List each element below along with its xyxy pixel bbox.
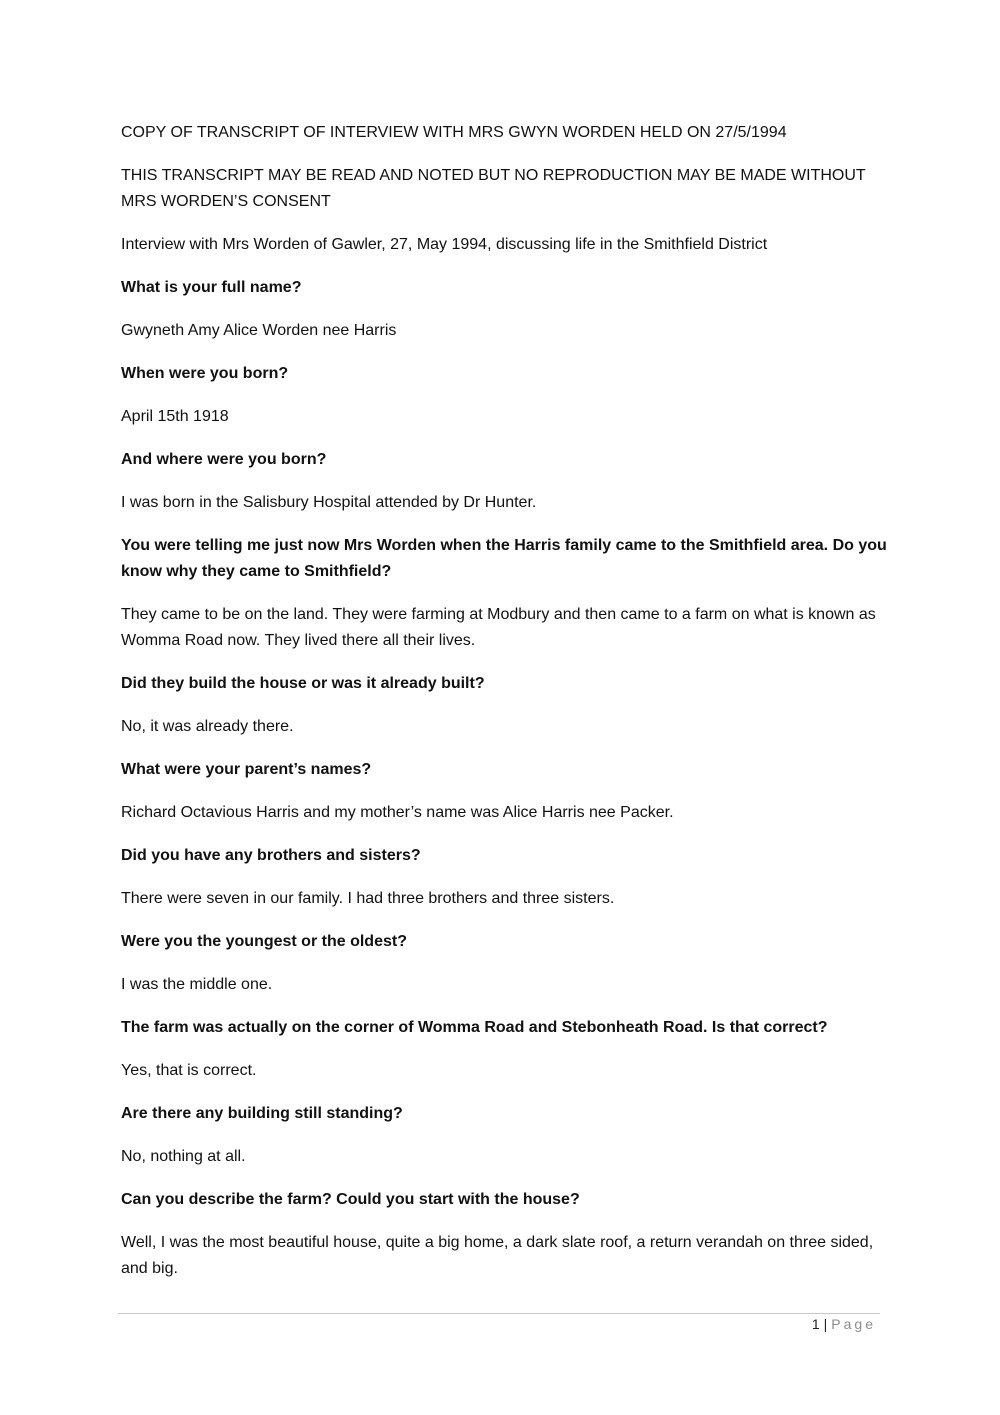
page-separator: | [823,1316,828,1332]
question: What is your full name? [121,279,302,296]
answer: They came to be on the land. They were farming at Modbury and then came to a farm on what is known as Womma Road now. They lived there all their lives. [121,606,876,649]
answer: Yes, that is correct. [121,1062,257,1079]
question: Did you have any brothers and sisters? [121,847,421,864]
question: You were telling me just now Mrs Worden when the Harris family came to the Smithfield area. Do you know why they came to Smithfield? [121,537,887,580]
answer: April 15th 1918 [121,408,229,425]
answer: No, it was already there. [121,718,294,735]
answer: No, nothing at all. [121,1148,246,1165]
answer: There were seven in our family. I had three brothers and three sisters. [121,890,615,907]
footer-divider [118,1313,880,1314]
question: Did they build the house or was it already built? [121,675,485,692]
page-number: 1 [811,1316,820,1332]
transcript-title: COPY OF TRANSCRIPT OF INTERVIEW WITH MRS GWYN WORDEN HELD ON 27/5/1994 [121,124,787,141]
question: When were you born? [121,365,289,382]
question: Are there any building still standing? [121,1105,403,1122]
answer: I was the middle one. [121,976,273,993]
question: What were your parent’s names? [121,761,372,778]
answer: Richard Octavious Harris and my mother’s name was Alice Harris nee Packer. [121,804,674,821]
reproduction-notice: THIS TRANSCRIPT MAY BE READ AND NOTED BUT NO REPRODUCTION MAY BE MADE WITHOUT MRS WORDEN’S CONSENT [121,167,866,210]
interview-description: Interview with Mrs Worden of Gawler, 27, May 1994, discussing life in the Smithfield District [121,236,768,253]
transcript-body [121,120,891,1299]
answer: Gwyneth Amy Alice Worden nee Harris [121,322,397,339]
answer: Well, I was the most beautiful house, quite a big home, a dark slate roof, a return verandah on three sided, and big. [121,1234,874,1277]
question: The farm was actually on the corner of Womma Road and Stebonheath Road. Is that correct? [121,1019,828,1036]
question: And where were you born? [121,451,327,468]
page-footer [812,1316,876,1332]
page-label: Page [831,1316,876,1332]
answer: I was born in the Salisbury Hospital attended by Dr Hunter. [121,494,537,511]
question: Can you describe the farm? Could you start with the house? [121,1191,580,1208]
question: Were you the youngest or the oldest? [121,933,407,950]
